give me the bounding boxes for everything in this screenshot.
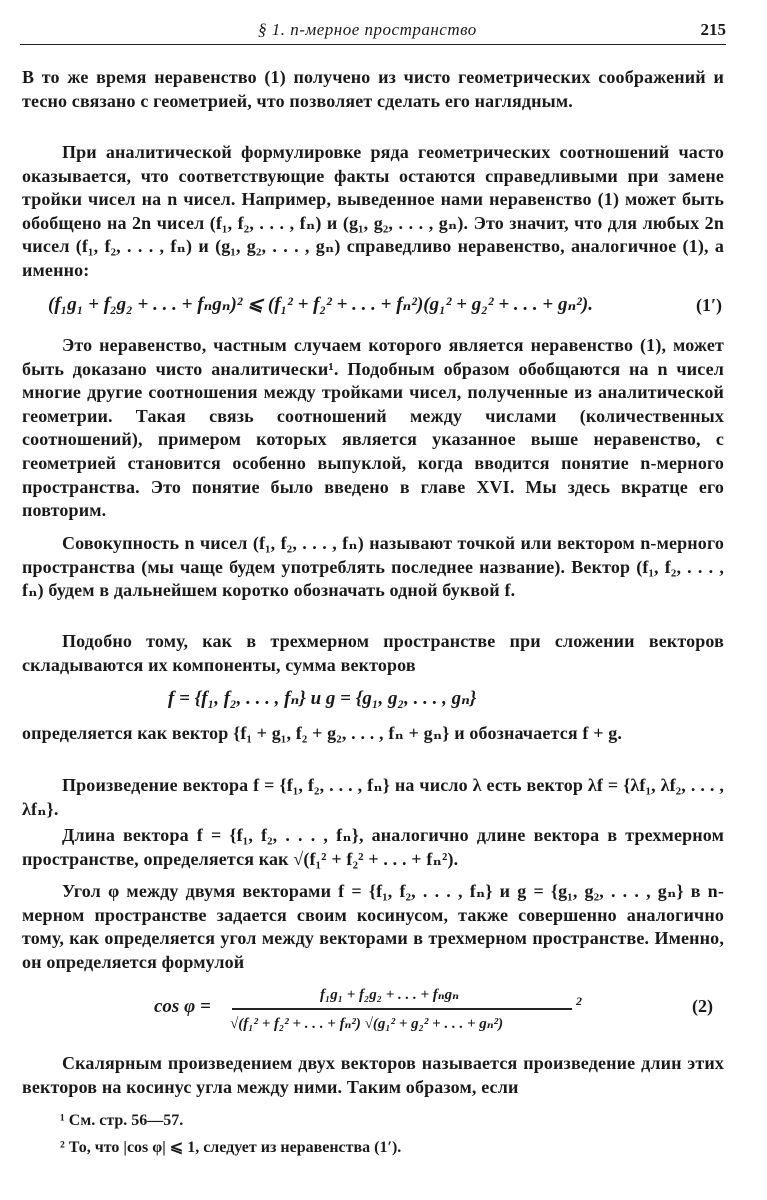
running-title: § 1. n-мерное пространство <box>258 20 477 39</box>
equation-label-2: (2) <box>692 996 713 1016</box>
footnote-2: ² То, что |cos φ| ⩽ 1, следует из неравенства (1′). <box>60 1139 402 1156</box>
paragraph-9: Угол φ между двумя векторами f = {f₁, f₂, . . . , fₙ} и g = {g₁, g₂, . . . , gₙ} в n-мерном пространстве задается своим косинусом, также совершенно аналогично тому, как определяется угол между векторами в трехмерном пространстве. Именно, он определяется формулой <box>22 881 724 972</box>
cos-lhs: cos φ = <box>154 996 211 1017</box>
paragraph-5: Подобно тому, как в трехмерном пространстве при сложении векторов складываются их компоненты, сумма векторов <box>22 631 724 675</box>
paragraph-2: При аналитической формулировке ряда геометрических соотношений часто оказывается, что соответствующие факты остаются справедливыми при замене тройки чисел на n чисел. Например, выведенное нами неравенство (1) может быть обобщено на 2n чисел (f₁, f₂, . . . , fₙ) и (g₁, g₂, . . . , gₙ). Это значит, что для любых 2n чисел (f₁, f₂, . . . , fₙ) и (g₁, g₂, . . . , gₙ) справедливо неравенство, аналогичное (1), а именно: <box>22 142 724 280</box>
footnote-ref-2: 2 <box>576 994 582 1008</box>
paragraph-4: Совокупность n чисел (f₁, f₂, . . . , fₙ) называют точкой или вектором n-мерного пространства (мы чаще будем употреблять последнее название). Вектор (f₁, f₂, . . . , fₙ) будем в дальнейшем коротко обозначать одной буквой f. <box>22 533 724 601</box>
vector-definition: f = {f₁, f₂, . . . , fₙ} и g = {g₁, g₂, . . . , gₙ} <box>168 688 477 709</box>
fraction-line <box>232 1008 572 1010</box>
paragraph-3: Это неравенство, частным случаем которого является неравенство (1), может быть доказано чисто аналитически¹. Подобным образом обобщаются на n чисел многие другие соотношения между тройками чисел, полученные из аналитической геометрии. Такая связь соотношений между числами (количественных соотношений), примером которых является указанное выше неравенство, с геометрией становится особенно выпуклой, когда вводится понятие n-мерного пространства. Это понятие было введено в главе XVI. Мы здесь вкратце его повторим. <box>22 335 724 521</box>
footnote-1: ¹ См. стр. 56—57. <box>60 1112 184 1129</box>
paragraph-6: определяется как вектор {f₁ + g₁, f₂ + g₂, . . . , fₙ + gₙ} и обозначается f + g. <box>22 723 623 743</box>
paragraph-1: В то же время неравенство (1) получено из чисто геометрических соображений и тесно связано с геометрией, что позволяет сделать его наглядным. <box>22 67 724 111</box>
equation-label-1prime: (1′) <box>696 295 723 315</box>
running-header <box>20 14 726 45</box>
cos-denominator: √(f₁² + f₂² + . . . + fₙ²) √(g₁² + g₂² + . . . + gₙ²) <box>230 1016 504 1032</box>
paragraph-10: Скалярным произведением двух векторов называется произведение длин этих векторов на косинус угла между ними. Таким образом, если <box>22 1053 724 1097</box>
book-page <box>20 0 742 1200</box>
inequality-1prime: (f₁g₁ + f₂g₂ + . . . + fₙgₙ)² ⩽ (f₁² + f₂² + . . . + fₙ²)(g₁² + g₂² + . . . + gₙ²). <box>48 294 593 315</box>
paragraph-8: Длина вектора f = {f₁, f₂, . . . , fₙ}, аналогично длине вектора в трехмерном пространстве, определяется как √(f₁² + f₂² + . . . + fₙ²). <box>22 825 724 869</box>
paragraph-7: Произведение вектора f = {f₁, f₂, . . . , fₙ} на число λ есть вектор λf = {λf₁, λf₂, . . . , λfₙ}. <box>22 775 724 819</box>
page-number: 215 <box>700 20 726 39</box>
cos-numerator: f₁g₁ + f₂g₂ + . . . + fₙgₙ <box>320 987 460 1003</box>
